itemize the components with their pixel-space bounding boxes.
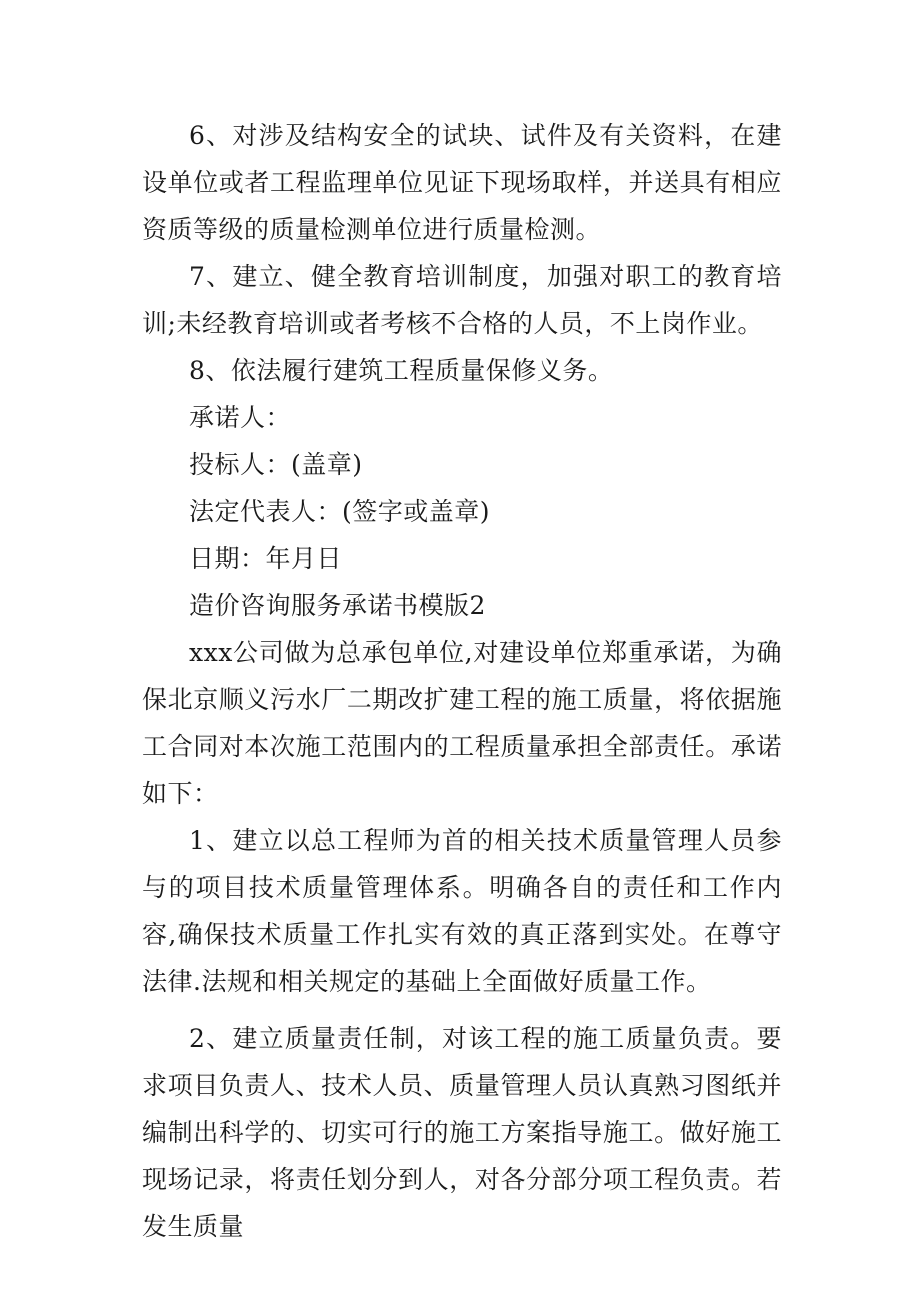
section-title: 造价咨询服务承诺书模版2 (189, 591, 486, 620)
document-body (142, 112, 782, 1250)
legal-representative-line: 法定代表人：(签字或盖章) (189, 497, 491, 526)
date-line: 日期：年月日 (189, 544, 343, 573)
bidder-line: 投标人：(盖章) (189, 450, 363, 479)
paragraph-item-7: 7、建立、健全教育培训制度，加强对职工的教育培训;未经教育培训或者考核不合格的人员，不上岗作业。 (142, 262, 782, 338)
commitment-item-1: 1、建立以总工程师为首的相关技术质量管理人员参与的项目技术质量管理体系。明确各自的责任和工作内容,确保技术质量工作扎实有效的真正落到实处。在尊守法律.法规和相关规定的基础上全面做好质量工作。 (142, 826, 782, 996)
commitment-item-2: 2、建立质量责任制，对该工程的施工质量负责。要求项目负责人、技术人员、质量管理人员认真熟习图纸并编制出科学的、切实可行的施工方案指导施工。做好施工现场记录，将责任划分到人，对各分部分项工程负责。若发生质量 (142, 1024, 782, 1241)
promisor-label: 承诺人： (189, 403, 292, 432)
intro-paragraph: xxx公司做为总承包单位,对建设单位郑重承诺，为确保北京顺义污水厂二期改扩建工程的施工质量，将依据施工合同对本次施工范围内的工程质量承担全部责任。承诺如下： (142, 638, 782, 808)
paragraph-item-8: 8、依法履行建筑工程质量保修义务。 (189, 356, 614, 385)
paragraph-item-6: 6、对涉及结构安全的试块、试件及有关资料，在建设单位或者工程监理单位见证下现场取样，并送具有相应资质等级的质量检测单位进行质量检测。 (142, 121, 782, 244)
